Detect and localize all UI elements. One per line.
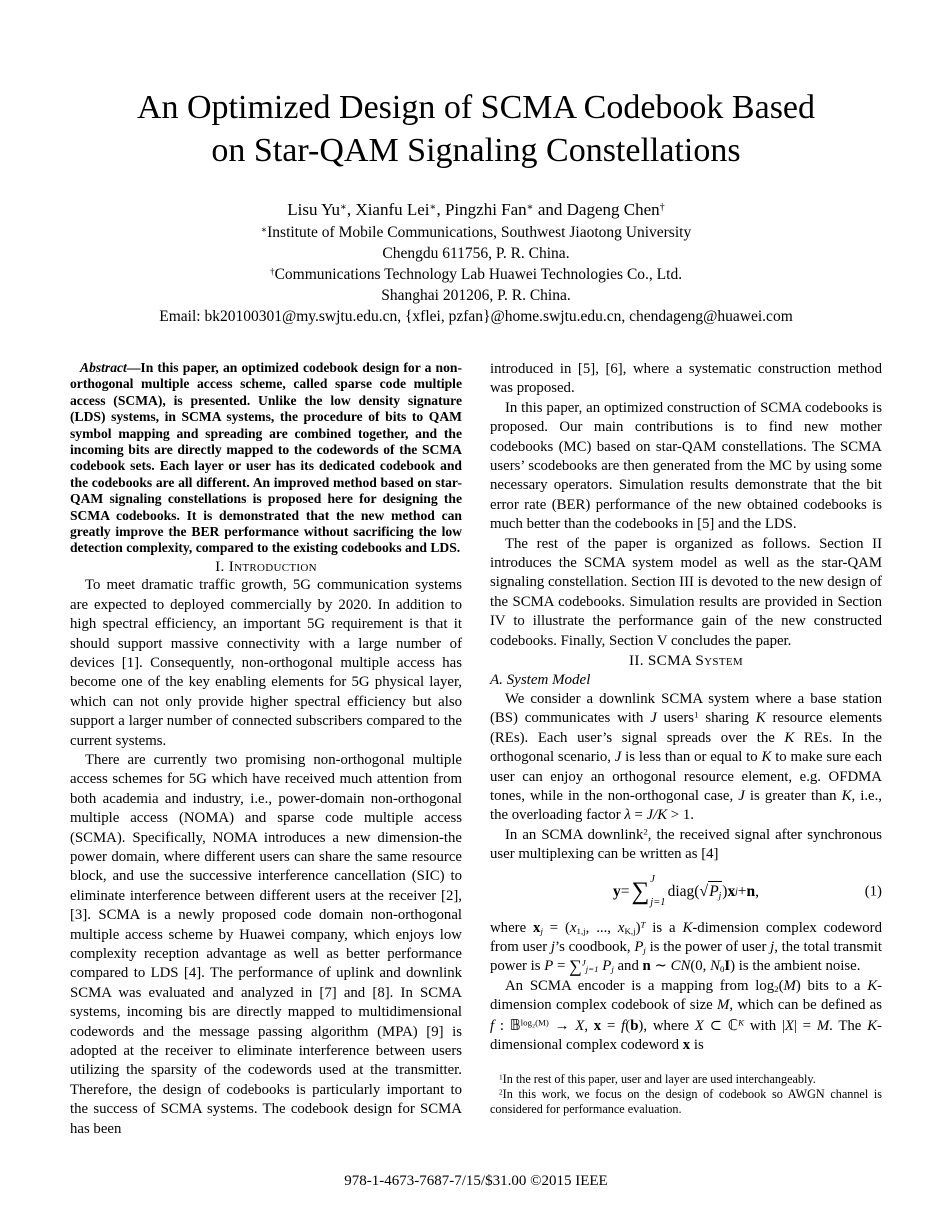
sum-upper-limit: J: [650, 873, 655, 885]
eq-diag: diag(: [667, 882, 700, 900]
paper-title-line-2: on Star-QAM Signaling Constellations: [211, 132, 741, 169]
paper-title: [0, 86, 952, 172]
paragraph: We consider a downlink SCMA system where a base station (BS) communicates with J users$^1$ sharing K resource elements (REs). Each user’s signal spreads over the K REs. In the orthogonal scenario, J is less than or equal to K to make sure each user can enjoy an orthogonal resource element, e.g. OFDMA tones, while in the non-orthogonal case, J is greater than K, i.e., the overloading factor λ = J/K > 1.: [490, 690, 882, 824]
equation-formula: y = ∑ J j=1 diag( √ $P_j$ ) x j + n ,: [612, 873, 760, 909]
subsection-heading-system-model: A. System Model: [490, 671, 591, 688]
paragraph: introduced in [5], [6], where a systematic construction method was proposed.: [490, 361, 882, 397]
footnote-1: $^1$In the rest of this paper, user and layer are used interchangeably.: [499, 1071, 816, 1086]
left-column: [70, 360, 462, 1139]
authors-line: Lisu Yu∗, Xianfu Lei∗, Pingzhi Fan∗ and Dageng Chen†: [287, 200, 665, 219]
sigma-symbol: ∑: [631, 878, 650, 906]
affiliation-line-3: †Communications Technology Lab Huawei Technologies Co., Ltd.: [269, 266, 683, 283]
sqrt-symbol: √: [699, 882, 709, 900]
abstract: Abstract—In this paper, an optimized codebook design for a non-orthogonal multiple access scheme, called sparse code multiple access (SCMA), is presented. Unlike the low density signature (LDS) systems, in SCMA systems, the procedure of bits to QAM symbol mapping and spreading are combined together, and the incoming bits are directly mapped to the codewords of the SCMA codebook sets. Each layer or user has its dedicated codebook and the codebooks are all different. An improved method based on star-QAM signaling constellations is proposed here for designing the SCMA codebooks. It is demonstrated that the new method can greatly improve the BER performance without sacrificing the low detection complexity, compared to the existing codebooks and LDS.: [70, 360, 462, 556]
copyright-footer: 978-1-4673-7687-7/15/$31.00 ©2015 IEEE: [344, 1173, 608, 1189]
eq-y: y: [612, 882, 621, 900]
section-heading-scma-system: II. SCMA System: [629, 652, 743, 670]
eq-n: n: [746, 882, 756, 900]
affiliation-line-4: Shanghai 201206, P. R. China.: [381, 287, 571, 304]
email-line: Email: bk20100301@my.swjtu.edu.cn, {xflei, pzfan}@home.swjtu.edu.cn, chendageng@huawei.com: [159, 308, 793, 325]
paragraph: where $x_j = (x_{1,j}$, ..., $x_{K,j})^T$ is a K-dimension complex codeword from user j’s coodbook, $P_j$ is the power of user j, the total transmit power is P = ∑$^J_{j=1}$ $P_j$ and n ∼ CN(0, $N_0I$) is the ambient noise.: [490, 919, 882, 977]
sum-lower-limit: j=1: [650, 897, 666, 909]
body-columns: [0, 360, 952, 1139]
footnote-2: $^2$In this work, we focus on the design of codebook so AWGN channel is considered for performance evaluation.: [490, 1086, 882, 1117]
paragraph: To meet dramatic traffic growth, 5G communication systems are expected to deployed commercially by 2020. In addition to high spectral efficiency, an important 5G requirement is that it should support massive connectivity with a large number of devices [1]. Consequently, non-orthogonal multiple access has become one of the key enabling elements for 5G physical layer, which can not only provide higher spectral efficiency but also support a larger number of connected subscribers compared to the current systems.: [70, 577, 462, 749]
paragraph: There are currently two promising non-orthogonal multiple access schemes for 5G which have received much attention from both academia and industry, i.e., power-domain non-orthogonal multiple access (NOMA) and sparse code multiple access (SCMA). Specifically, NOMA introduces a new dimension-the power domain, where different users can share the same resource block, and use the successive interference cancellation (SIC) to eliminate interference between different users at the receiver [2], [3]. SCMA is a newly proposed code domain non-orthogonal multiple access scheme by Huawei company, which enjoys low complexity reception advantage as well as better performance compared to LDS [4]. The performance of uplink and downlink SCMA was evaluated and analyzed in [7] and [8]. In SCMA systems, incoming bis are directly mapped to multidimensional codewords and the message passing algorithm (MPA) [9] is adopted at the receiver to eliminate interference between users utilizing the sparsity of the codewords used at the transmitter. Therefore, the design of codebooks is particularly important to the success of SCMA systems. The codebook design for SCMA has been: [70, 751, 462, 1137]
paragraph: An SCMA encoder is a mapping from $\log_2(M)$ bits to a K-dimension complex codebook of size M, which can be defined as f : 𝔹$^{log_2(M)}$ → X, x = f(b), where X ⊂ ℂ$^K$ with |X| = M. The K-dimensional complex codeword x is: [490, 977, 882, 1054]
footnotes-block: [490, 1072, 882, 1118]
sum-operator: [631, 875, 665, 909]
paragraph: In this paper, an optimized construction of SCMA codebooks is proposed. Our main contributions is to find new mother codebooks (MC) based on star-QAM constellations. The SCMA users’ scodebooks are then generated from the MC by using some necessary operators. Simulation results demonstrate that the bit error rate (BER) performance of the new obtained codebooks is much better than the codebooks in [5] and the LDS.: [490, 399, 882, 533]
affiliation-line-2: Chengdu 611756, P. R. China.: [382, 245, 570, 262]
radicand: $P_j$: [709, 883, 722, 902]
right-column: [490, 360, 882, 1139]
paper-title-line-1: An Optimized Design of SCMA Codebook Based: [136, 89, 816, 126]
affiliations-block: [0, 222, 952, 327]
section-heading-introduction: I. Introduction: [215, 557, 317, 575]
paragraph: In an SCMA downlink$^2$, the received signal after synchronous user multiplexing can be written as [4]: [490, 826, 882, 863]
affiliation-line-1: ∗Institute of Mobile Communications, Southwest Jiaotong University: [260, 224, 692, 241]
equation-number: (1): [864, 882, 882, 899]
paragraph: The rest of the paper is organized as follows. Section II introduces the SCMA system model as well as the star-QAM signaling constellation. Section III is devoted to the new design of the SCMA codebooks. Simulation results are provided in Section IV to illustrate the performance gain of the new constructed codebooks. Finally, Section V concludes the paper.: [490, 535, 882, 649]
equation-1: [490, 875, 882, 909]
eq-x: x: [727, 882, 736, 900]
